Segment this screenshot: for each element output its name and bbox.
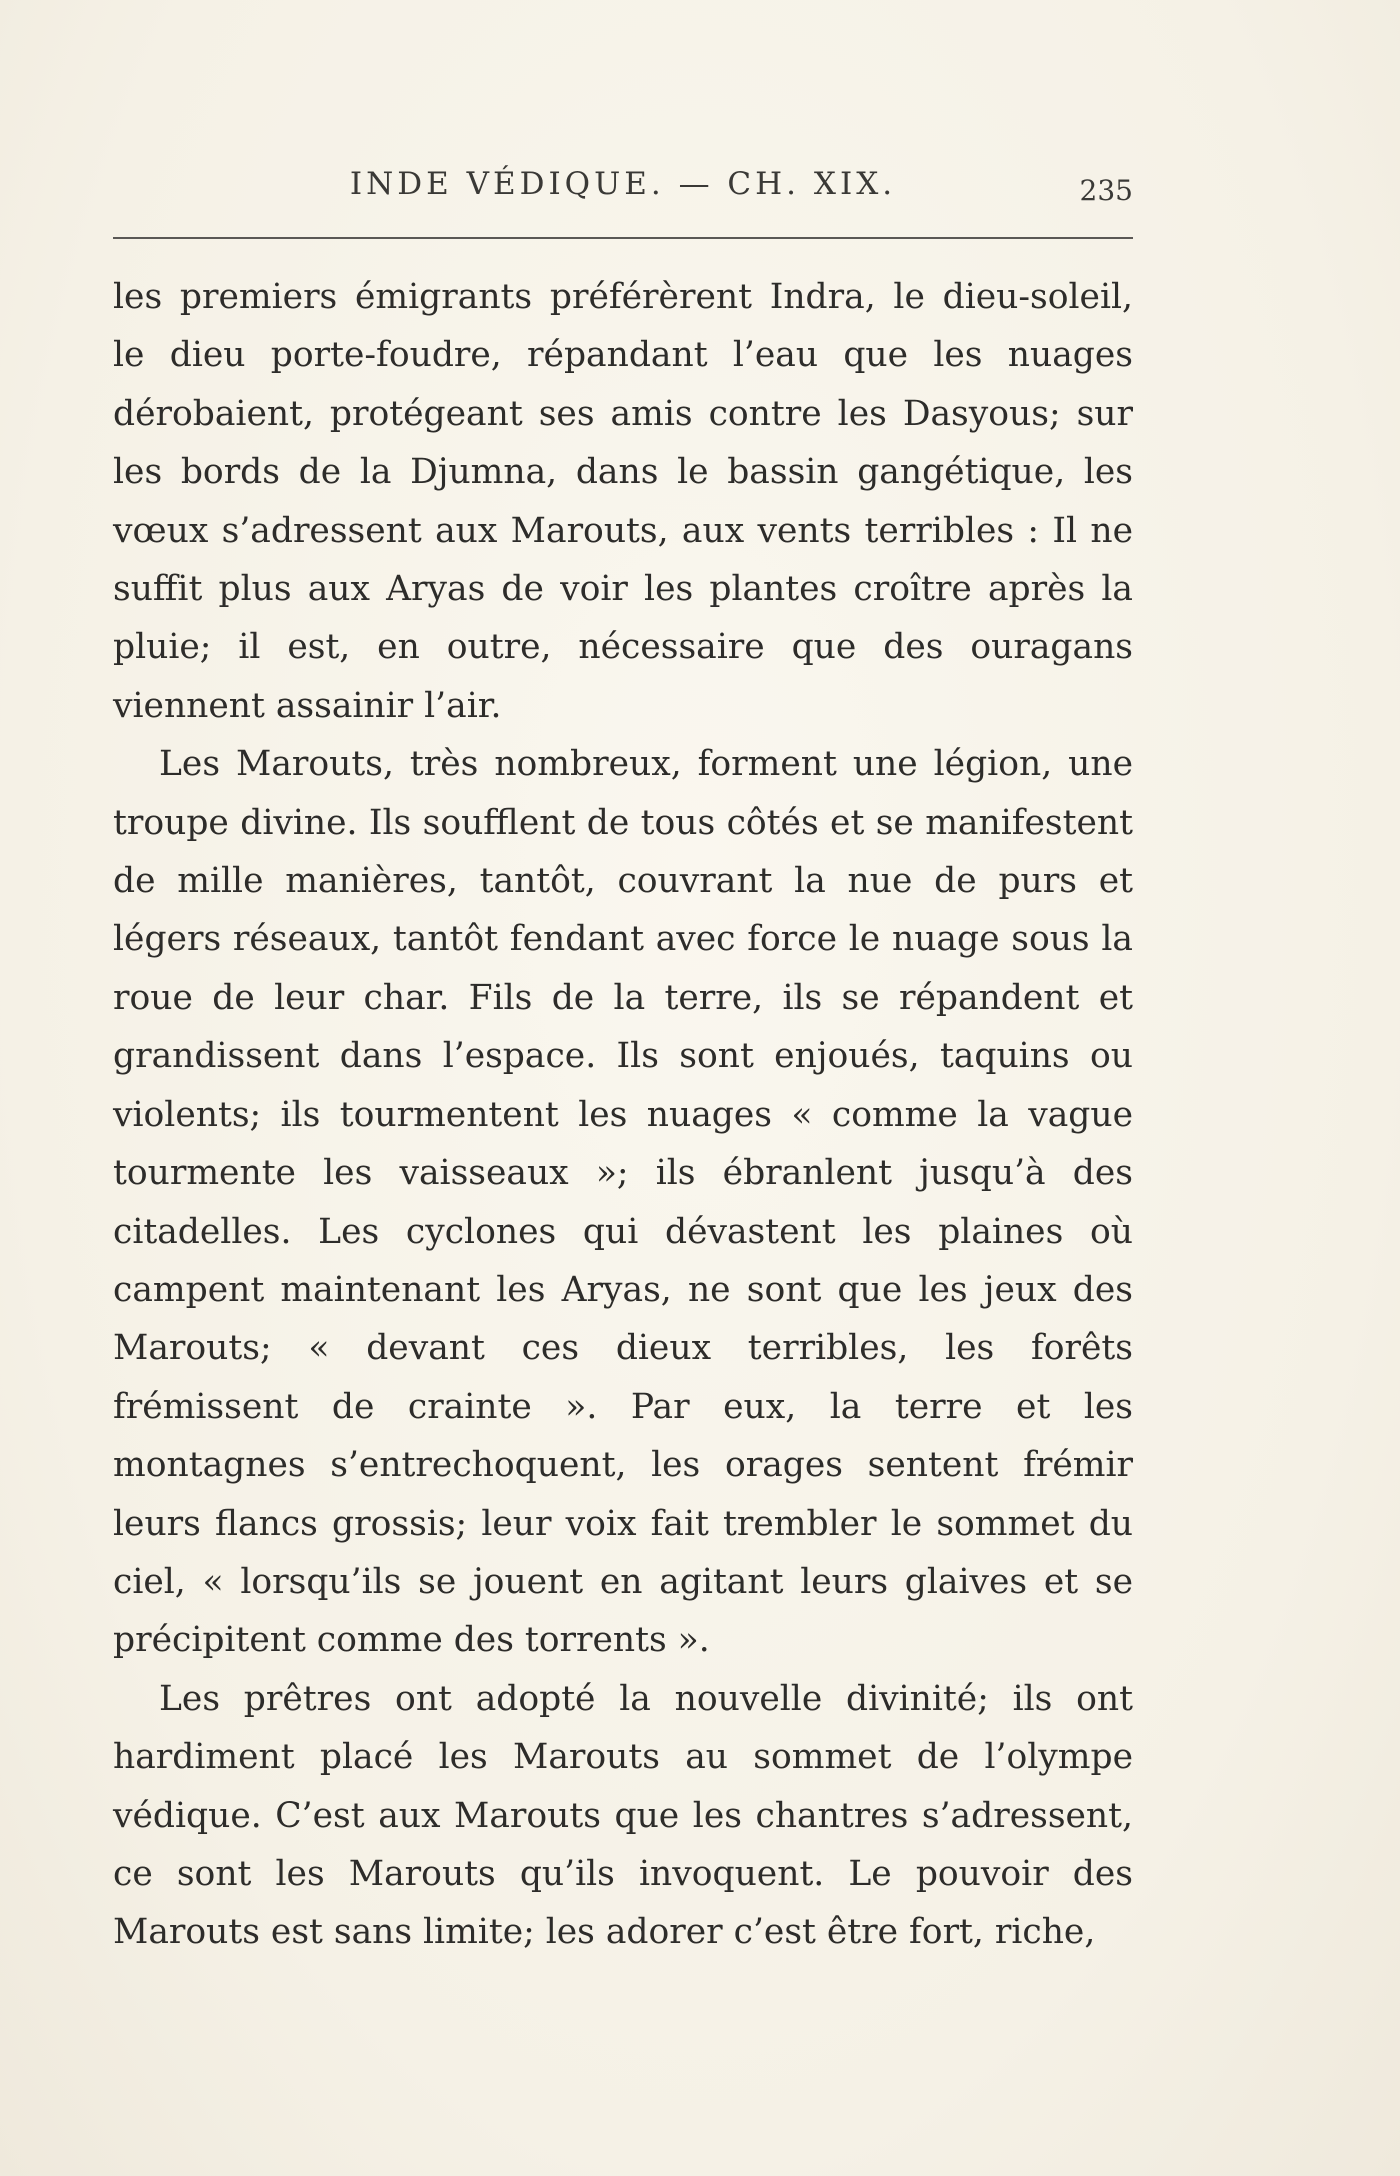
paragraph-continued: les premiers émigrants préférèrent Indra, le dieu-soleil, le dieu porte-foudre, répandant l’eau que les nuages dérobaient, protégeant ses amis contre les Dasyous; sur les bords de la Djumna, dans le bassin gangétique, les vœux s’adressent aux Marouts, aux vents terribles : Il ne suffit plus aux Aryas de voir les plantes croître après la pluie; il est, en outre, nécessaire que des ouragans viennent assainir l’air.	[113, 277, 1133, 726]
running-head	[113, 166, 1133, 216]
header-rule	[113, 237, 1133, 239]
body-text	[113, 268, 1133, 1962]
page-number: 235	[1079, 174, 1133, 207]
paragraph: Les prêtres ont adopté la nouvelle divinité; ils ont hardiment placé les Marouts au sommet de l’olympe védique. C’est aux Marouts que les chantres s’adressent, ce sont les Marouts qu’ils invoquent. Le pouvoir des Marouts est sans limite; les adorer c’est être fort, riche,	[113, 1678, 1133, 1953]
running-title: INDE VÉDIQUE. — CH. XIX.	[349, 166, 897, 202]
paragraph: Les Marouts, très nombreux, forment une légion, une troupe divine. Ils soufflent de tous côtés et se manifestent de mille manières, tantôt, couvrant la nue de purs et légers réseaux, tantôt fendant avec force le nuage sous la roue de leur char. Fils de la terre, ils se répandent et grandissent dans l’espace. Ils sont enjoués, taquins ou violents; ils tourmentent les nuages « comme la vague tourmente les vaisseaux »; ils ébranlent jusqu’à des citadelles. Les cyclones qui dévastent les plaines où campent maintenant les Aryas, ne sont que les jeux des Marouts; « devant ces dieux terribles, les forêts frémissent de crainte ». Par eux, la terre et les montagnes s’entrechoquent, les orages sentent frémir leurs flancs grossis; leur voix fait trembler le sommet du ciel, « lorsqu’ils se jouent en agitant leurs glaives et se précipitent comme des torrents ».	[113, 744, 1133, 1661]
